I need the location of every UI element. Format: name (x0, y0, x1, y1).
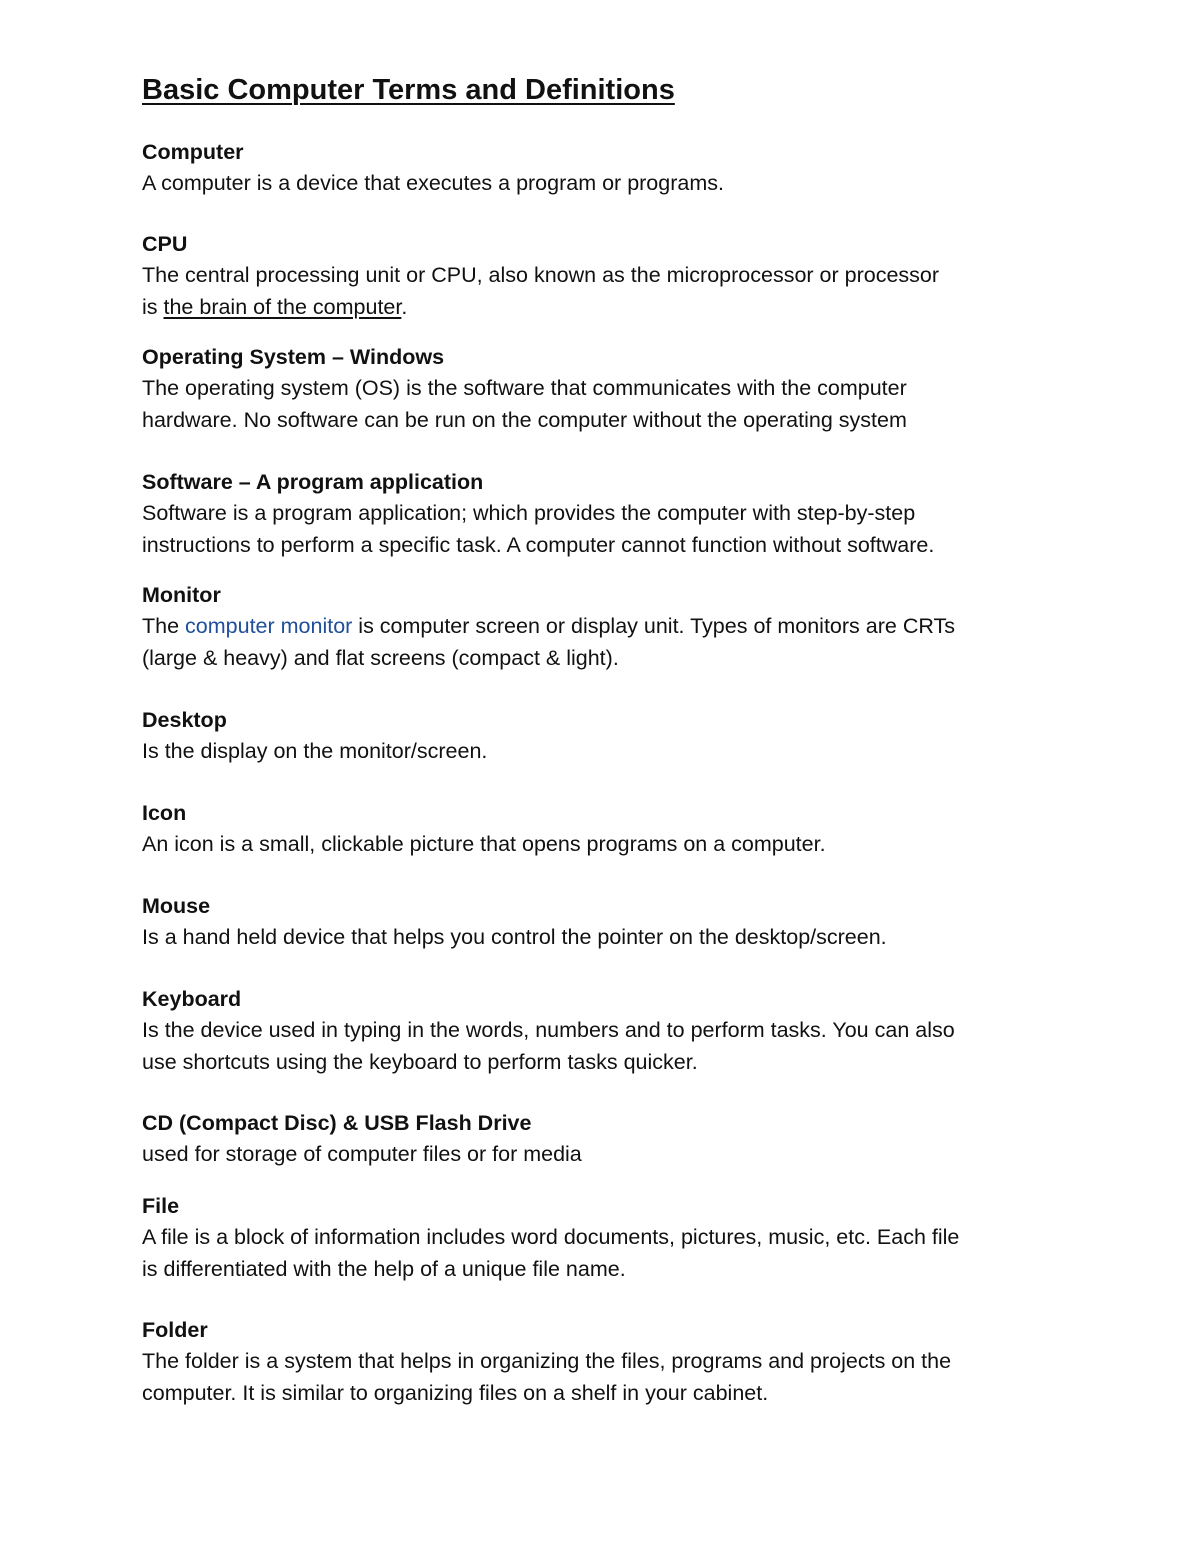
definition-line: Is the device used in typing in the words, numbers and to perform tasks. You can also (142, 1018, 955, 1042)
definition-line: The central processing unit or CPU, also known as the microprocessor or processor (142, 263, 940, 287)
definition-line (142, 292, 1062, 324)
term-monitor (142, 580, 1062, 674)
definition-line: Is a hand held device that helps you control the pointer on the desktop/screen. (142, 925, 887, 949)
term-cpu (142, 229, 1062, 323)
term-desktop (142, 705, 1062, 768)
term-name: CD (Compact Disc) & USB Flash Drive (142, 1111, 532, 1135)
definition-line: (large & heavy) and flat screens (compact & light). (142, 645, 619, 670)
term-file (142, 1191, 1062, 1285)
term-icon (142, 798, 1062, 861)
term-name: Keyboard (142, 987, 242, 1011)
term-name: Monitor (142, 583, 221, 607)
definition-line: Is the display on the monitor/screen. (142, 739, 488, 763)
definition-line: Software is a program application; which provides the computer with step-by-step (142, 501, 916, 525)
term-definition (142, 736, 1062, 768)
term-computer (142, 137, 1062, 200)
term-keyboard (142, 984, 1062, 1078)
term-folder (142, 1315, 1062, 1409)
term-name: Folder (142, 1318, 208, 1342)
term-definition (142, 168, 1062, 200)
term-name: Operating System – Windows (142, 345, 445, 369)
definition-text: is computer screen or display unit. Types of monitors are CRTs (352, 614, 955, 638)
term-mouse (142, 891, 1062, 954)
definition-line: A file is a block of information includes word documents, pictures, music, etc. Each file (142, 1225, 960, 1249)
term-definition (142, 922, 1062, 954)
definition-text: . (401, 294, 408, 319)
definition-line: A computer is a device that executes a program or programs. (142, 171, 724, 195)
term-name: Icon (142, 801, 187, 825)
definition-text: The (142, 614, 186, 638)
brain-of-computer-link[interactable]: the brain of the computer (163, 294, 402, 319)
term-name: Software – A program application (142, 470, 484, 494)
term-definition (142, 611, 1062, 674)
definition-text: is (142, 294, 164, 319)
term-definition (142, 1015, 1062, 1078)
definition-line: hardware. No software can be run on the computer without the operating system (142, 407, 907, 432)
definition-line: The folder is a system that helps in organizing the files, programs and projects on the (142, 1349, 952, 1373)
definition-line (142, 611, 1062, 643)
term-definition (142, 498, 1062, 561)
computer-monitor-link[interactable]: computer monitor (185, 614, 353, 638)
term-name: File (142, 1194, 180, 1218)
term-definition (142, 260, 1062, 323)
term-cd-usb (142, 1108, 1062, 1171)
definition-line: The operating system (OS) is the software that communicates with the computer (142, 376, 907, 400)
term-definition (142, 829, 1062, 861)
term-name: Desktop (142, 708, 227, 732)
definition-line: instructions to perform a specific task. A computer cannot function without software. (142, 532, 935, 557)
term-software (142, 467, 1062, 561)
term-name: Computer (142, 140, 244, 164)
page-title: Basic Computer Terms and Definitions (142, 74, 675, 106)
definition-line: computer. It is similar to organizing files on a shelf in your cabinet. (142, 1380, 769, 1405)
term-name: Mouse (142, 894, 211, 918)
term-name: CPU (142, 232, 188, 256)
definition-line: used for storage of computer files or for media (142, 1142, 582, 1166)
term-definition (142, 1139, 1062, 1171)
definition-line: is differentiated with the help of a unique file name. (142, 1256, 626, 1281)
definition-line: An icon is a small, clickable picture that opens programs on a computer. (142, 832, 826, 856)
term-definition (142, 1346, 1062, 1409)
term-definition (142, 1222, 1062, 1285)
definition-line: use shortcuts using the keyboard to perform tasks quicker. (142, 1049, 698, 1074)
term-operating-system (142, 342, 1062, 436)
term-definition (142, 373, 1062, 436)
